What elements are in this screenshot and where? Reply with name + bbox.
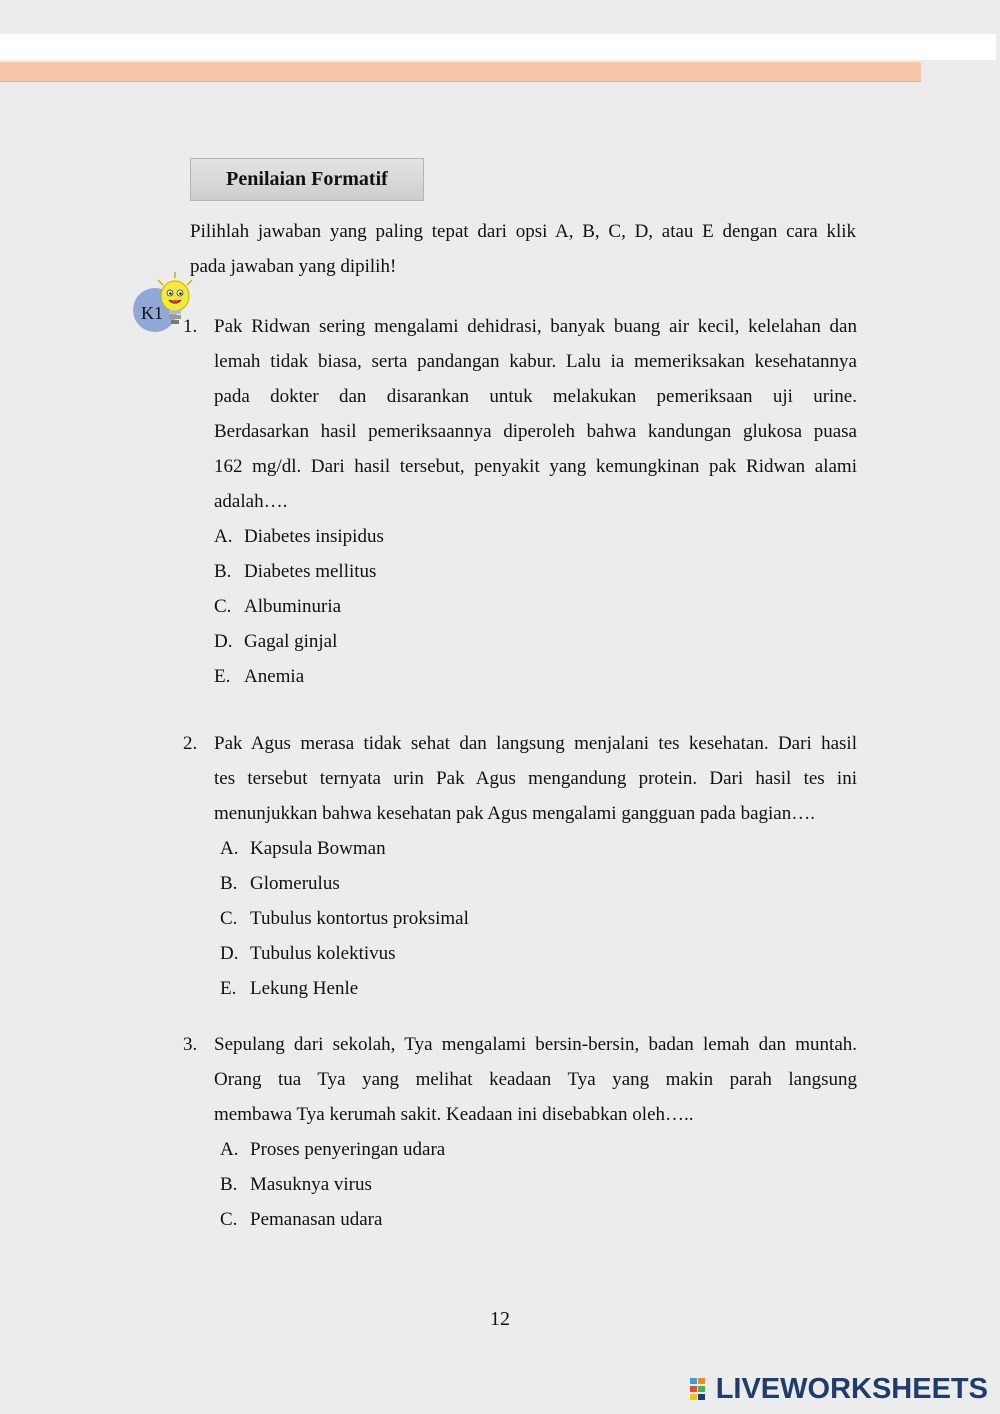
question-text-line: Sepulang dari sekolah, Tya mengalami bersin-bersin, badan lemah dan muntah. xyxy=(214,1034,857,1055)
question-text-line: Pak Agus merasa tidak sehat dan langsung menjalani tes kesehatan. Dari hasil xyxy=(214,733,857,754)
question-text-line: pada dokter dan disarankan untuk melakukan pemeriksaan uji urine. xyxy=(214,386,857,407)
option-text: Kapsula Bowman xyxy=(250,838,386,859)
option-letter: D. xyxy=(214,631,233,652)
liveworksheets-logo-icon xyxy=(690,1378,716,1400)
answer-option-b[interactable] xyxy=(214,554,857,589)
answer-option-c[interactable] xyxy=(220,1202,857,1237)
option-letter: B. xyxy=(214,561,232,582)
instructions-line-1: Pilihlah jawaban yang paling tepat dari opsi A, B, C, D, atau E dengan cara klik xyxy=(190,221,856,242)
answer-option-e[interactable] xyxy=(220,971,857,1006)
answer-option-c[interactable] xyxy=(214,589,857,624)
question-2 xyxy=(183,726,857,1006)
top-accent-band xyxy=(0,62,921,82)
option-text: Tubulus kontortus proksimal xyxy=(250,908,469,929)
option-text: Glomerulus xyxy=(250,873,340,894)
option-letter: C. xyxy=(220,908,238,929)
answer-option-a[interactable] xyxy=(220,831,857,866)
instructions-line-2: pada jawaban yang dipilih! xyxy=(190,256,397,277)
option-text: Anemia xyxy=(244,666,305,687)
question-number: 3. xyxy=(183,1034,198,1055)
option-letter: B. xyxy=(220,873,238,894)
section-title: Penilaian Formatif xyxy=(190,158,424,201)
option-text: Tubulus kolektivus xyxy=(250,943,396,964)
liveworksheets-logo[interactable] xyxy=(690,1374,988,1404)
question-text-line: Pak Ridwan sering mengalami dehidrasi, banyak buang air kecil, kelelahan dan xyxy=(214,316,857,337)
option-letter: C. xyxy=(220,1209,238,1230)
option-letter: E. xyxy=(220,978,237,999)
option-text: Gagal ginjal xyxy=(244,631,338,652)
answer-option-b[interactable] xyxy=(220,1167,857,1202)
option-text: Pemanasan udara xyxy=(250,1209,383,1230)
answer-options xyxy=(220,1132,857,1237)
logo-text: LIVEWORKSHEETS xyxy=(715,1372,988,1405)
question-text-line: tes tersebut ternyata urin Pak Agus mengandung protein. Dari hasil tes ini xyxy=(214,768,857,789)
answer-option-e[interactable] xyxy=(214,659,857,694)
question-text-line: menunjukkan bahwa kesehatan pak Agus mengalami gangguan pada bagian…. xyxy=(214,803,815,824)
option-text: Diabetes mellitus xyxy=(244,561,377,582)
option-letter: E. xyxy=(214,666,231,687)
answer-option-b[interactable] xyxy=(220,866,857,901)
question-text-line: membawa Tya kerumah sakit. Keadaan ini disebabkan oleh….. xyxy=(214,1104,694,1125)
option-text: Albuminuria xyxy=(244,596,342,617)
answer-option-c[interactable] xyxy=(220,901,857,936)
option-text: Proses penyeringan udara xyxy=(250,1139,446,1160)
question-text-line: lemah tidak biasa, serta pandangan kabur. Lalu ia memeriksakan kesehatannya xyxy=(214,351,857,372)
option-letter: A. xyxy=(220,838,239,859)
answer-option-d[interactable] xyxy=(220,936,857,971)
answer-option-a[interactable] xyxy=(214,519,857,554)
option-letter: A. xyxy=(214,526,233,547)
question-text-line: 162 mg/dl. Dari hasil tersebut, penyakit yang kemungkinan pak Ridwan alami xyxy=(214,456,857,477)
option-letter: C. xyxy=(214,596,232,617)
page-number: 12 xyxy=(490,1308,510,1330)
top-white-strip xyxy=(0,34,996,60)
question-3 xyxy=(183,1027,857,1237)
option-text: Lekung Henle xyxy=(250,978,359,999)
answer-option-d[interactable] xyxy=(214,624,857,659)
question-text-line: Orang tua Tya yang melihat keadaan Tya yang makin parah langsung xyxy=(214,1069,857,1090)
option-letter: A. xyxy=(220,1139,239,1160)
option-letter: B. xyxy=(220,1174,238,1195)
option-text: Diabetes insipidus xyxy=(244,526,384,547)
question-1 xyxy=(183,309,857,694)
question-number: 1. xyxy=(183,316,198,337)
answer-options xyxy=(220,831,857,1006)
answer-options xyxy=(214,519,857,694)
option-text: Masuknya virus xyxy=(250,1174,372,1195)
question-text-line: Berdasarkan hasil pemeriksaannya diperoleh bahwa kandungan glukosa puasa xyxy=(214,421,857,442)
instructions xyxy=(190,214,856,284)
option-letter: D. xyxy=(220,943,239,964)
answer-option-a[interactable] xyxy=(220,1132,857,1167)
question-number: 2. xyxy=(183,733,198,754)
k1-badge: K1 xyxy=(133,288,177,332)
question-text-line: adalah…. xyxy=(214,491,288,512)
